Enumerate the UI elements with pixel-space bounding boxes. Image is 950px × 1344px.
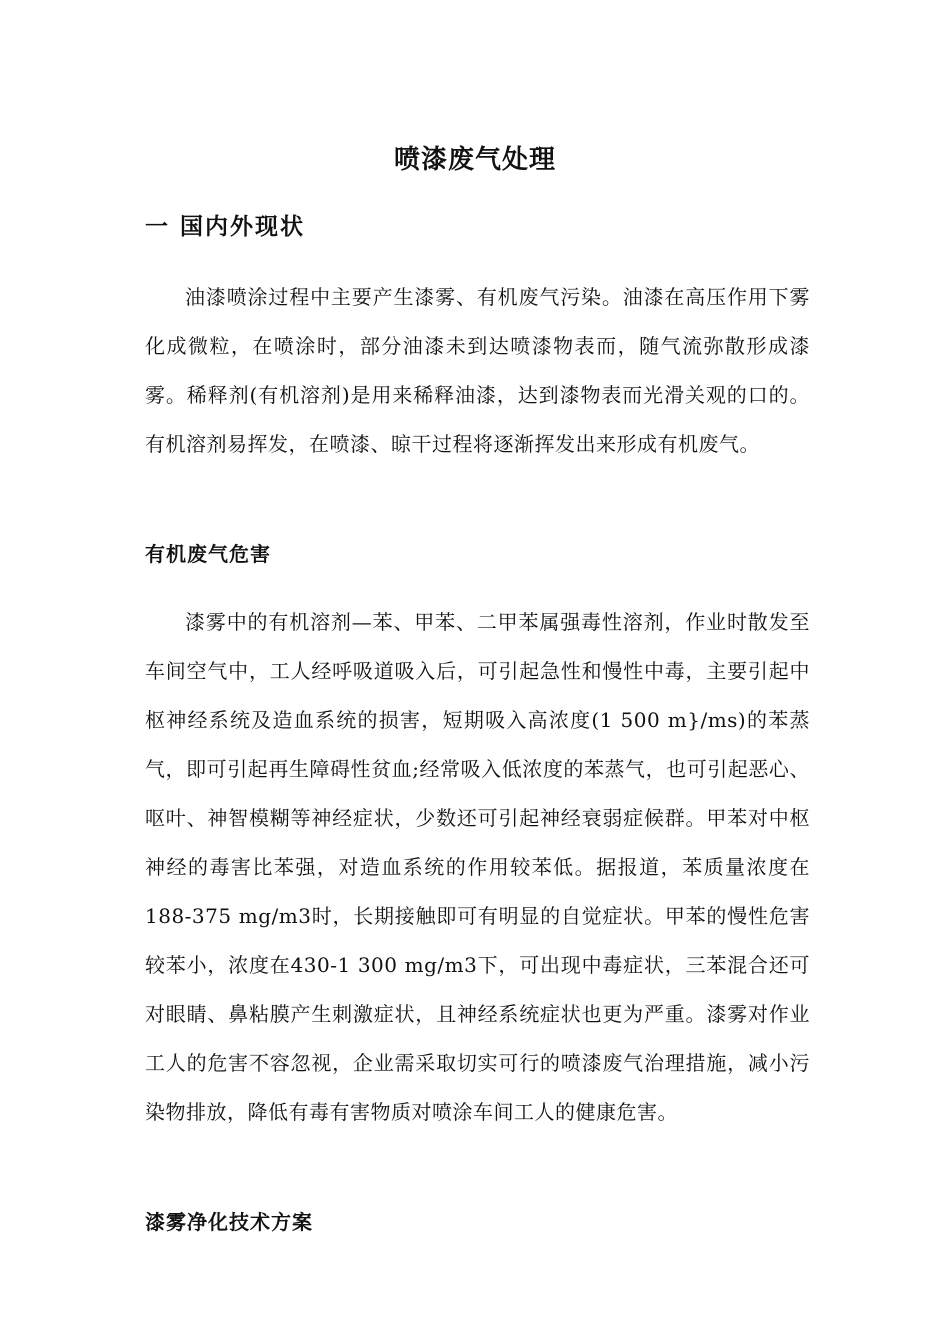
section-heading-domestic-foreign-status: 一 国内外现状: [145, 214, 306, 241]
paragraph-solvent-health-hazards: 漆雾中的有机溶剂—苯、甲苯、二甲苯属强毒性溶剂，作业时散发至车间空气中，工人经呼吸道吸入后，可引起急性和慢性中毒，主要引起中枢神经系统及造血系统的损害，短期吸入高浓度(1 500 m}/ms)的苯蒸气，即可引起再生障碍性贫血;经常吸入低浓度的苯蒸气，也可引起恶心、呕叶、神智模糊等神经症状，少数还可引起神经衰弱症候群。甲苯对中枢神经的毒害比苯强，对造血系统的作用较苯低。据报道，苯质量浓度在188-375 mg/m3时，长期接触即可有明显的自觉症状。甲苯的慢性危害较苯小，浓度在430-1 300 mg/m3下，可出现中毒症状，三苯混合还可对眼睛、鼻粘膜产生刺激症状，且神经系统症状也更为严重。漆雾对作业工人的危害不容忽视，企业需采取切实可行的喷漆废气治理措施，减小污染物排放，降低有毒有害物质对喷涂车间工人的健康危害。: [145, 610, 810, 1124]
document-title: 喷漆废气处理: [393, 145, 556, 176]
subheading-organic-waste-gas-hazards: 有机废气危害: [145, 542, 271, 566]
paragraph-paint-spraying-pollution: 油漆喷涂过程中主要产生漆雾、有机废气污染。油漆在高压作用下雾化成微粒，在喷涂时，部分油漆未到达喷漆物表而，随气流弥散形成漆雾。稀释剂(有机溶剂)是用来稀释油漆，达到漆物表而光滑关观的口的。有机溶剂易挥发，在喷漆、晾干过程将逐渐挥发出来形成有机废气。: [145, 285, 810, 456]
subheading-paint-mist-purification: 漆雾净化技术方案: [145, 1210, 313, 1234]
